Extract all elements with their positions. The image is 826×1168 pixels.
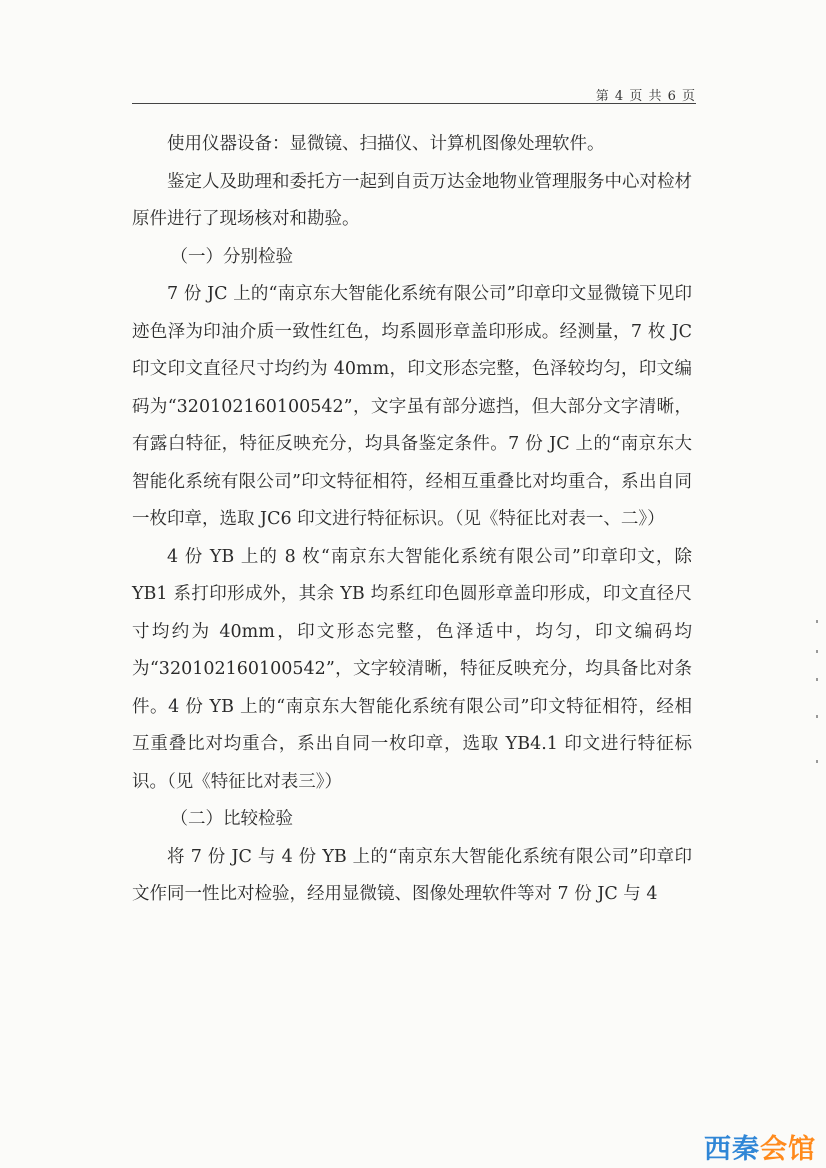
paragraph-jc-seal-analysis: 7 份 JC 上的“南京东大智能化系统有限公司”印章印文显微镜下见印迹色泽为印油介质一致性红色，均系圆形章盖印形成。经测量，7 枚 JC 印文印文直径尺寸均约为 40mm，印文形态完整，色泽较均匀，印文编码为“320102160100542”，文字虽有部分遮挡，但大部分文字清晰，有露白特征，特征反映充分，均具备鉴定条件。7 份 JC 上的“南京东大智能化系统有限公司”印文特征相符，经相互重叠比对均重合，系出自同一枚印章，选取 JC6 印文进行特征标识。（见《特征比对表一、二》）	[132, 284, 692, 529]
paragraph-yb-seal-analysis: 4 份 YB 上的 8 枚“南京东大智能化系统有限公司”印章印文，除 YB1 系打印形成外，其余 YB 均系红印色圆形章盖印形成，印文直径尺寸均约为 40mm，印文形态完整，色泽适中，均匀，印文编码均为“320102160100542”，文字较清晰，特征反映充分，均具备比对条件。4 份 YB 上的“南京东大智能化系统有限公司”印文特征相符，经相互重叠比对均重合，系出自同一枚印章，选取 YB4.1 印文进行特征标识。（见《特征比对表三》）	[132, 546, 692, 792]
paragraph-comparison: 将 7 份 JC 与 4 份 YB 上的“南京东大智能化系统有限公司”印章印文作同一性比对检验，经用显微镜、图像处理软件等对 7 份 JC 与 4	[132, 846, 692, 904]
watermark-logo	[704, 1127, 816, 1166]
paragraph-inspection-participants: 鉴定人及助理和委托方一起到自贡万达金地物业管理服务中心对检材原件进行了现场核对和勘验。	[132, 171, 692, 229]
header-rule	[132, 103, 696, 104]
page-number: 第 4 页 共 6 页	[595, 89, 696, 104]
scan-edge-specks	[816, 620, 822, 780]
watermark-part-1: 西秦	[704, 1134, 760, 1165]
section-heading-comparative-inspection: （二）比较检验	[170, 809, 293, 829]
section-heading-separate-inspection: （一）分别检验	[170, 246, 293, 267]
paragraph-equipment: 使用仪器设备：显微镜、扫描仪、计算机图像处理软件。	[167, 134, 605, 154]
watermark-part-2: 会馆	[760, 1134, 816, 1165]
body-text	[132, 126, 692, 914]
